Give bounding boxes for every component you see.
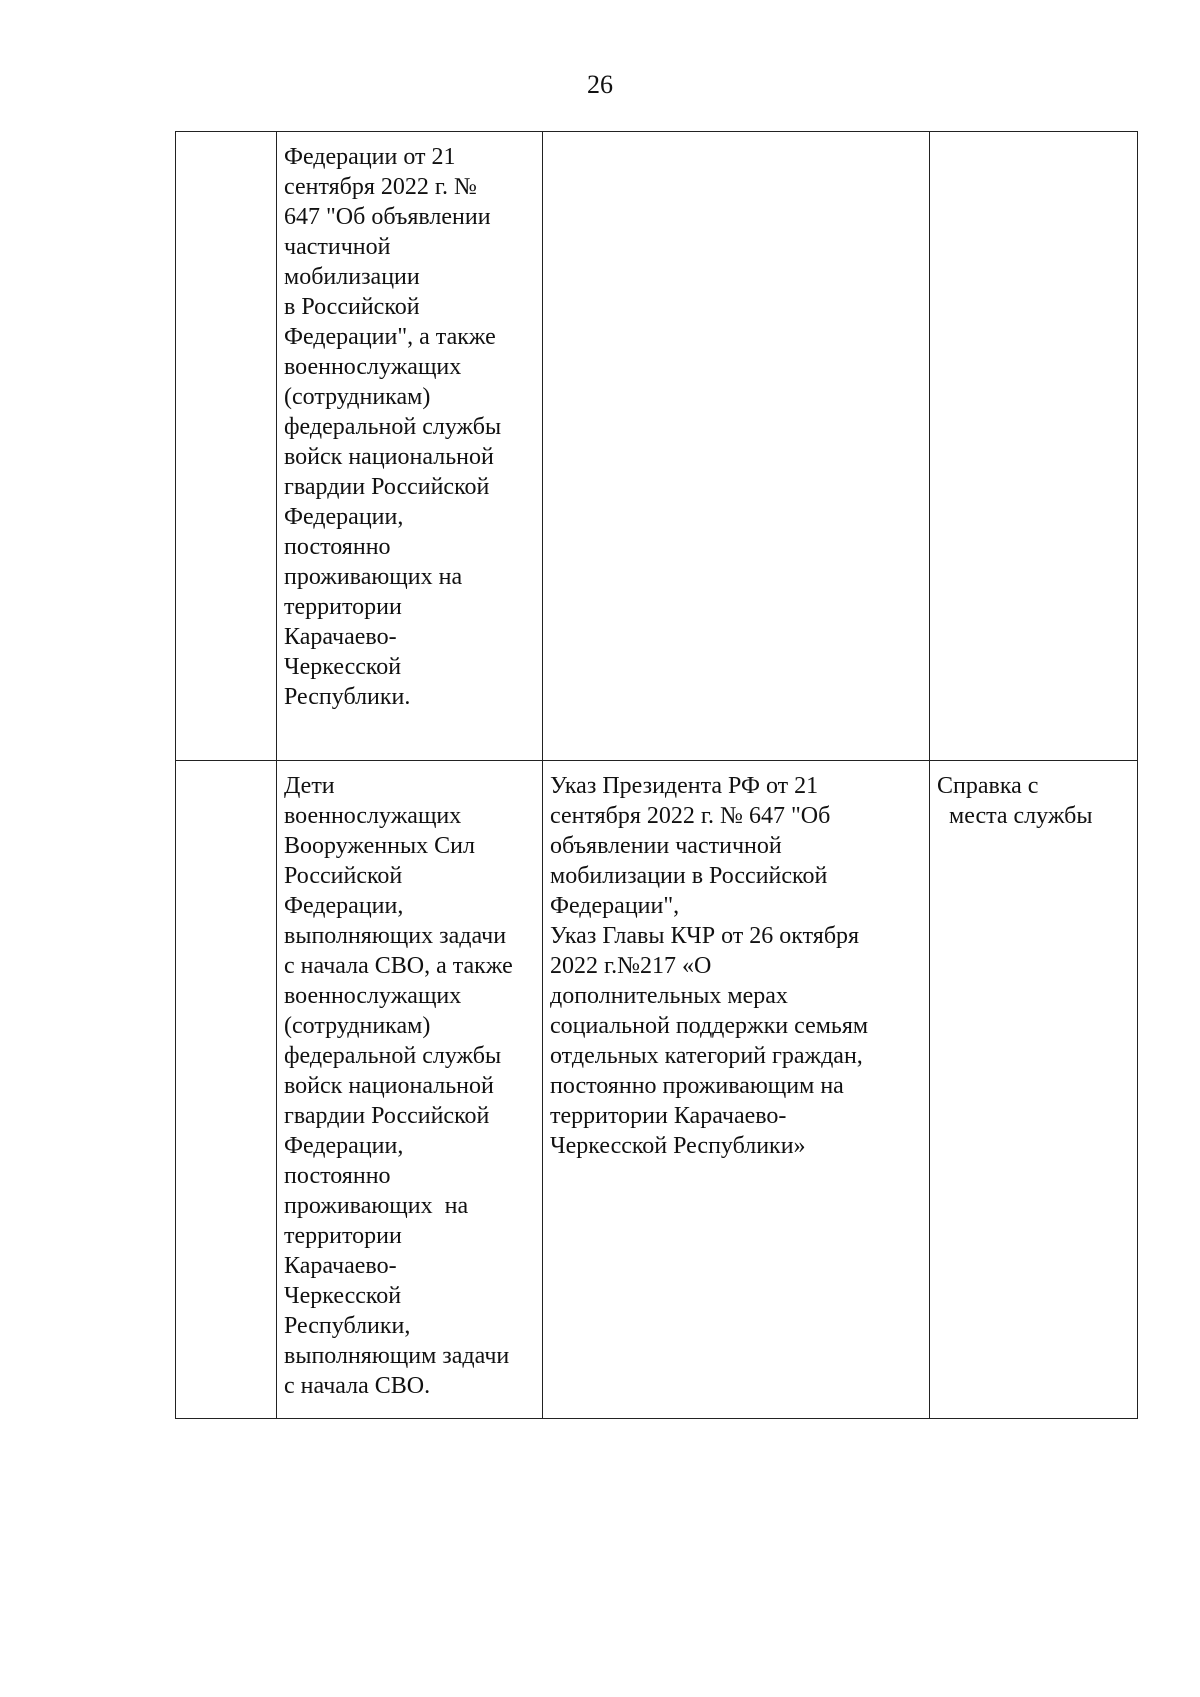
table-cell-legal-basis xyxy=(543,761,930,1419)
table-row xyxy=(176,761,1138,1419)
table-cell-number xyxy=(176,132,277,761)
table-cell-documents xyxy=(930,132,1138,761)
table-row xyxy=(176,132,1138,761)
cell-text: Дети военнослужащих Вооруженных Сил Российской Федерации, выполняющих задачи с начала СВО, а также военнослужащих (сотрудникам) федеральной службы войск национальной гвардии Российской Федерации, постоянно проживающих на территории Карачаево- Черкесской Республики, выполняющим задачи с начала СВО. xyxy=(284,773,513,1399)
cell-text xyxy=(930,132,1137,142)
cell-text xyxy=(176,761,276,771)
cell-text: Федерации от 21 сентября 2022 г. № 647 "Об объявлении частичной мобилизации в Российской Федерации", а также военнослужащих (сотрудникам) федеральной службы войск национальной гвардии Российской Федерации, постоянно проживающих на территории Карачаево- Черкесской Республики. xyxy=(284,144,502,710)
cell-text xyxy=(176,132,276,142)
table-cell-category xyxy=(277,761,543,1419)
page-number: 26 xyxy=(587,70,613,99)
table-cell-category xyxy=(277,132,543,761)
table-cell-documents xyxy=(930,761,1138,1419)
cell-text xyxy=(543,132,929,142)
table-cell-number xyxy=(176,761,277,1419)
document-table xyxy=(175,131,1138,1419)
table-cell-legal-basis xyxy=(543,132,930,761)
cell-text: Указ Президента РФ от 21 сентября 2022 г. № 647 "Об объявлении частичной мобилизации в Российской Федерации", Указ Главы КЧР от 26 октября 2022 г.№217 «О дополнительных мерах социальной поддержки семьям отдельных категорий граждан, постоянно проживающим на территории Карачаево- Черкесской Республики» xyxy=(550,773,869,1159)
cell-text: Справка с места службы xyxy=(937,773,1093,829)
